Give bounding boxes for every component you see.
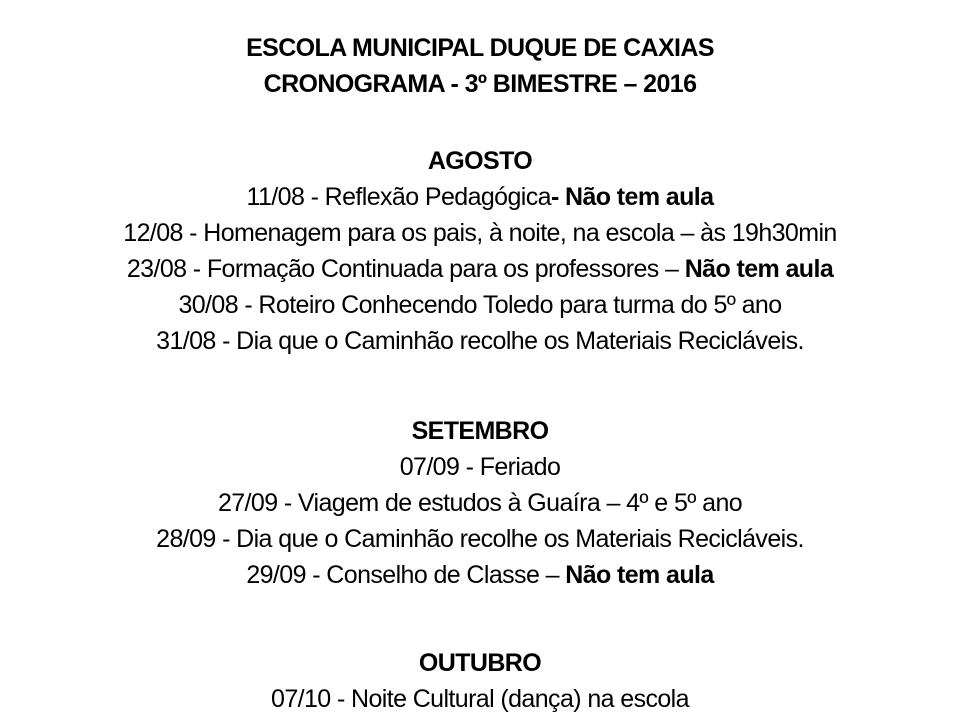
month-section-setembro [0, 413, 960, 593]
event-text: 27/09 - Viagem de estudos à Guaíra – 4º e 5º ano [217, 489, 743, 517]
event-text: 07/09 - Feriado [399, 453, 561, 481]
event-text: 11/08 - Reflexão Pedagógica [246, 183, 551, 211]
event-text: 30/08 - Roteiro Conhecendo Toledo para turma do 5º ano [178, 291, 782, 319]
month-section-agosto [0, 143, 960, 359]
document-header [0, 30, 960, 102]
event-item [0, 557, 960, 593]
event-item [0, 215, 960, 251]
school-name: ESCOLA MUNICIPAL DUQUE DE CAXIAS [246, 34, 714, 62]
event-item [0, 287, 960, 323]
month-title: SETEMBRO [411, 417, 549, 445]
event-item [0, 179, 960, 215]
event-item [0, 681, 960, 717]
event-text: 31/08 - Dia que o Caminhão recolhe os Materiais Recicláveis. [156, 327, 804, 355]
event-item [0, 521, 960, 557]
event-text: 29/09 - Conselho de Classe – [246, 561, 566, 589]
event-text: 23/08 - Formação Continuada para os professores – [126, 255, 685, 283]
schedule-title: CRONOGRAMA - 3º BIMESTRE – 2016 [263, 70, 697, 98]
event-text: 07/10 - Noite Cultural (dança) na escola [271, 685, 689, 713]
month-title: OUTUBRO [418, 649, 542, 677]
month-section-outubro [0, 645, 960, 717]
event-note: Não tem aula [684, 255, 834, 283]
event-item [0, 323, 960, 359]
event-item [0, 485, 960, 521]
event-text: 28/09 - Dia que o Caminhão recolhe os Materiais Recicláveis. [156, 525, 804, 553]
event-note: - Não tem aula [550, 183, 714, 211]
event-text: 12/08 - Homenagem para os pais, à noite, na escola – às 19h30min [123, 219, 837, 247]
event-item [0, 449, 960, 485]
event-item [0, 251, 960, 287]
event-note: Não tem aula [565, 561, 714, 589]
month-title: AGOSTO [427, 147, 533, 175]
